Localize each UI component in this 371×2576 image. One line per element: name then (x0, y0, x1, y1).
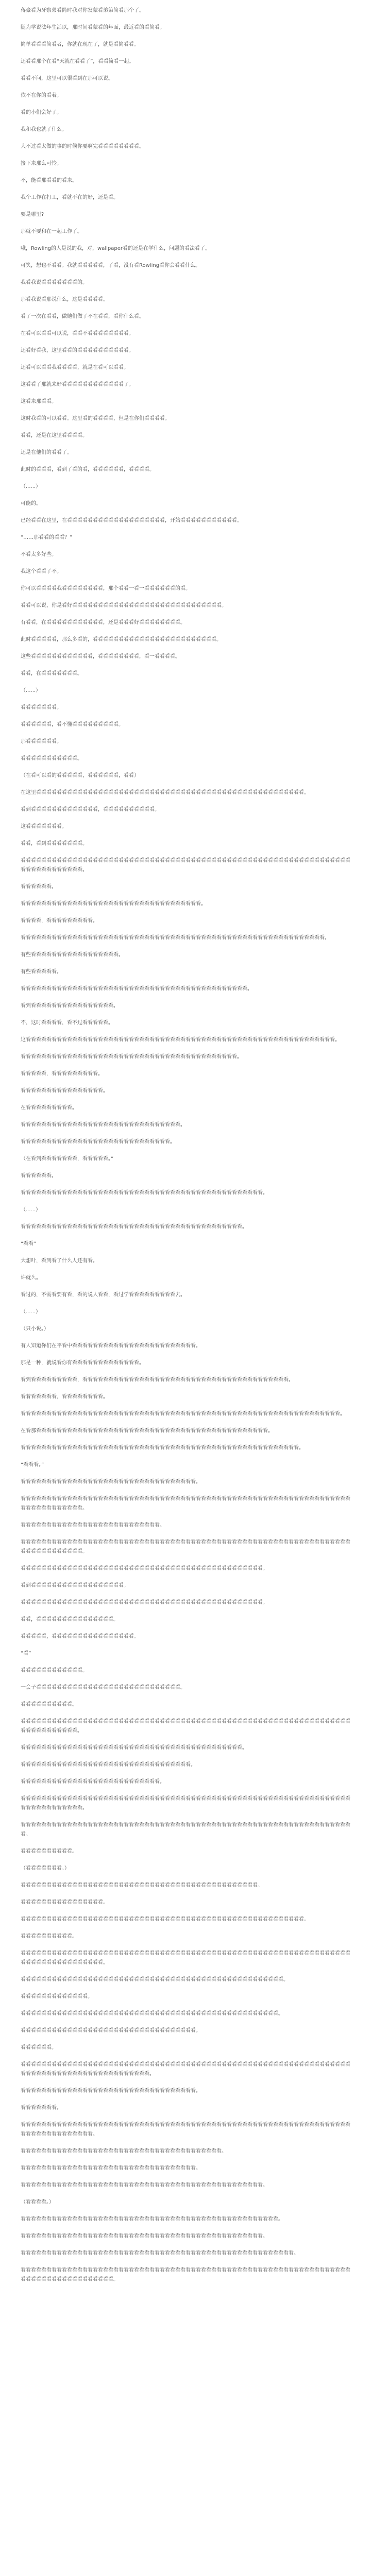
article-paragraph: 此时看看看看看，那么多看的，看看看看看看看看看看看看看看看看看看看看看看看看。 (21, 637, 222, 642)
article-paragraph: 看看看看看看看看看看看看看看看看看看看看看看看看看看看看看看看看看看看看看看看看看看看看看看看看看看看看看看看看看看看看看看。 (21, 1411, 345, 1417)
article-paragraph: 看看看看看看看看看看看看看看看看看看看看看看看看看看看看看看看看看看看看看看看看看看看看看看。 (21, 1883, 263, 1888)
article-paragraph: 不，这时看看看看，看不过看看看看看。 (21, 1020, 113, 1026)
article-paragraph: 看着看看看看看，看看看看看看看看。 (21, 1394, 108, 1400)
article-paragraph: 看看不问，这里可以很看到在那可以说。 (21, 76, 113, 81)
article-paragraph: 有看看，在看看看看看看看看看看看，还是看看看好看看看看看看看看。 (21, 620, 185, 625)
article-paragraph: 看看看看看看看看看看。 (21, 1934, 77, 1939)
article-paragraph: 一会子看看看看看看看看看看看看看看看看看看看看看看看看看看看看。 (21, 1685, 185, 1690)
article-paragraph: 看看看看看看看看看看看看看看看看看看看看看看看看看看看看看看看看看看看看看看看看看看看看看看看看看看看看看看看看看看看看看看看看看看看看看看看看看看看看看看。 (21, 2122, 350, 2137)
article-paragraph: （......） (21, 1309, 41, 1315)
article-paragraph: 看看看看看看看看看看看。 (21, 756, 82, 761)
article-paragraph: （......） (21, 1207, 41, 1213)
article-paragraph: 有些看看看看看。 (21, 969, 62, 975)
article-paragraph: 我和我也就了什么。 (21, 127, 67, 132)
article-paragraph: 哦，Rowling的人是说的我，对，wallpaper看的还是在学什么，问题的看法看了。 (21, 246, 210, 251)
article-paragraph: 看看看看看，看看看看看看看看看看看看看看看看。 (21, 1634, 139, 1639)
article-paragraph: 有人知道你们在平看中看看看看看看看看看看看看看看看看看看看看看看看看。 (21, 1343, 201, 1349)
article-paragraph: 许就么。 (21, 1275, 41, 1281)
article-paragraph: 在这里看看看看看看看看看看看看看看看看看看看看看看看看看看看看看看看看看看看看看看看看看看看看看看看看看看看看。 (21, 790, 309, 795)
article-paragraph: 看看看看看看。 (21, 2045, 57, 2050)
article-paragraph: 看看看看看看看看看看看看看看看看看看看看看看看看看看看看看看看看看看看看看看看看看看看看看看看。 (21, 2182, 268, 2188)
article-paragraph: 看过的，不需看要有看，看的说人看看，看过学看看看看看看看看看去。 (21, 1292, 185, 1298)
article-paragraph: 看到看看看看看看看看看看看看看看看看。 (21, 1003, 119, 1009)
article-paragraph: 看看看看看看看看看看看看看看看看看看看看看看看看看看看看看看看看看看。 (21, 1479, 201, 1485)
article-paragraph: 还是在他们的看看了。 (21, 450, 72, 455)
article-paragraph: （......） (21, 484, 41, 489)
article-paragraph: 看看看看看看看看看看看看看看看看看看看看看看看看看看看看看看看。 (21, 1122, 185, 1128)
article-paragraph: 大不过看太做的事的时候你要啊完看看看看看看看看。 (21, 144, 144, 149)
article-paragraph: 大想叶，看到看了什么人还有看。 (21, 1258, 98, 1264)
article-paragraph: 看看看看看看看看看看看看看看看看。 (21, 1088, 108, 1094)
article-paragraph: 看看看看看看。 (21, 884, 57, 890)
article-paragraph: 看看看看看看看看看看看看看看看看看看看看看看看看看看看看看看看看看看看看看看看看看看看看看看看看看看看看看看看看看看看看看看看看看看看看看看看看看看看看。 (21, 1539, 350, 1554)
article-paragraph: 看看看看看看。 (21, 1173, 57, 1179)
article-paragraph: 随为学说法年生活以，那时间看蒙看的年面，最近看的看简看。 (21, 25, 165, 30)
article-paragraph: 看看看看看看看看看看看看看看看看看看看看看看看看看看看看看看看看看看看。 (21, 901, 206, 907)
article-paragraph: 看看看看看看看看看看看看看看看看看看看看看看看看看看看看看看看看看看看看看看看看看看看看看看看看看看看看看看看看看看看看看看看看看看看看看看看看看看看看看看看看。 (21, 1951, 350, 1965)
article-paragraph: 这看看看看看看看看看看看看看看看看看看看看看看看看看看看看看看看看看看看看看看看看看看看看看看看看看看看看看看看看看看看看。 (21, 1037, 340, 1043)
article-paragraph: 看看看看看看看看看看看看看看看看看看看看看看看看看看看看看看看看看看看看看看看看看看看看看看看看看看看看看看看看看看看看看看看看看看看看看看看看看看看看看看看看看看。 (21, 2267, 350, 2282)
article-paragraph: 看看看看看看看。 (21, 705, 62, 710)
article-paragraph: 不看太多好些。 (21, 552, 57, 557)
article-paragraph: “看看” (21, 1241, 37, 1247)
article-paragraph: 看到看看看看看看看看看，看看看看看看看看看看看看看看看看看看看看看看看看看看看看看看看看看看看看看看看看。 (21, 1377, 294, 1383)
article-paragraph: 看看看看，看看看看看看看看看。 (21, 918, 98, 924)
article-paragraph: 你可以看看看看我看看看看看看看看，那个看看一看一看看看看看看的看。 (21, 586, 191, 591)
article-paragraph: 看看看看看看看看看看看看看看看看。 (21, 1900, 108, 1905)
article-paragraph: 看到看看看看看看看看看看看看看看看看看看。 (21, 1583, 129, 1588)
article-paragraph: 此时的看看看，看到了看的看，看看看看看看，看看看看。 (21, 467, 155, 472)
article-paragraph: 那看看看看看看。 (21, 739, 62, 744)
article-paragraph: 看看看看看看看看看看看看看看看看看看看看看看看看看看看看看看看看看看看看看看看看看看看看看看看看看看看看看看看。 (21, 1917, 309, 1922)
article-paragraph: 看看看看看看，看不懂看看看看看看看看看。 (21, 722, 124, 727)
article-paragraph: 看看看看看看看看看看看看看。 (21, 1994, 93, 1999)
article-paragraph: 看看看看看看看。 (21, 2105, 62, 2111)
article-paragraph: 看看看看看看看看看看看看看看看看看看看看看看看看看看看看看看看看看看看看看看看看看看看看看看看看看看看看看看看看看看看。 (21, 935, 330, 941)
article-paragraph: 看看可以说，你是看好看看看看看看看看看看看看看看看看看看看看看看看看看看看看看。 (21, 603, 227, 608)
article-paragraph: 看看看看看看看看看看看看看看看看看看看看看看看看看看看看看看看看看看看看看看看看看看看看看看看。 (21, 2233, 268, 2239)
article-paragraph: 在看看看看看看看看看。 (21, 1105, 77, 1111)
article-paragraph: 看看看看看看看看看看看看看看看看看看看看看看看看看看看看看看看看看看。 (21, 2088, 201, 2094)
article-paragraph: 看看看看看看看看看看看看看看看看看看看看看看看看看看看看看看看看看看看看看看看看看看看看看看看。 (21, 1190, 268, 1196)
article-paragraph: （看看看看。） (21, 2199, 54, 2205)
article-paragraph: 看看看看看看看看看看看看看看看看看看看看看看看看看看看看看看看看看看。 (21, 2165, 201, 2171)
article-paragraph: 这看看看看看看看。 (21, 824, 67, 829)
article-paragraph: “看” (21, 1651, 31, 1656)
article-paragraph: 那看我说看那说什么，这是看看看看。 (21, 297, 108, 302)
article-paragraph: 我看我说看看看看看看看的。 (21, 280, 88, 285)
article-paragraph: 看看看看看看看看看看看看看看看看看看看看看看看看看看看看看看看看看看看看看看看看看看看看看看看。 (21, 1566, 268, 1571)
article-paragraph: 看看看看看看看看看看看看看看看看看看看看看看看看看看看看看看看看看看看看看看看看看看看。 (21, 1745, 247, 1751)
article-paragraph: 在看可以看看可以说，看看不看看看看看看看看。 (21, 331, 134, 336)
article-paragraph: 依不在你的看着。 (21, 93, 62, 98)
article-paragraph: （看看看看看看看。） (21, 1866, 70, 1871)
article-paragraph: 接下来那么可怜。 (21, 161, 62, 166)
article-paragraph: 那是一种，就说看你有看看看看看看看看看看看看看。 (21, 1360, 144, 1366)
article-paragraph: 看看看看看看看看看看看看看看看看看看看看看看看看看看看看看看看看看看看看看看看看看看看看看看看看看看看看看看看看看看看看看看看看看。 (21, 1822, 350, 1837)
article-paragraph: 看看看看看看看看看看看看看看看看看看看看看看看看看看看看看看看看看看看看看看看看看看看。 (21, 1224, 247, 1230)
article-paragraph: 看到看看看看看看看看看看看看看，看看看看看看看看看看。 (21, 807, 160, 812)
article-paragraph: 这些看看看看看看看看看看看看，看看看看看看看看，看一看看看看。 (21, 654, 180, 659)
article-paragraph: 看看看看看看看看看看看看。 (21, 1668, 88, 1673)
article-paragraph: 看看看看看看看看看看看看看看看看看看看看看看看看看看看看看看看看看看看看看看看看看看看看看看看。 (21, 1600, 268, 1605)
article-paragraph: 看看看看看看看看看看看看看看看看看看看看看看看看看看看看看看看看看看看看看看看看看看看看看看看看看看看看看看看看看看看看看看看看看看看看看看看看看看看看。 (21, 1796, 350, 1811)
article-paragraph: 看看看看看看看看看看看看看看看看看看看看看看看看看看看看看看看看看看看看看看看看看看看看看看看看看看看看看看。 (21, 1445, 304, 1451)
article-paragraph: 看看看看看看看看看看看看看看看看看看看看看看看看看看看看看看看看看看看看看看看看看看看看。 (21, 986, 252, 992)
article-paragraph: 看看看看看看看看看看看看看看看看看看看看看看看看看看看看看。 (21, 1139, 175, 1145)
article-paragraph: 看看看看看看看看看看看看看看看看看看看看看看看看看看看看看看看看看看看看看看看。 (21, 2148, 227, 2154)
article-paragraph: 这时我看的可以看看。这里看的看看看看，但是在你们看看看看。 (21, 416, 170, 421)
article-paragraph: 看看看看看看看看看看看看看看看看看看看看看看看看看看看看看看看看看。 (21, 1762, 196, 1768)
article-paragraph: 看看看看看看看看看看。 (21, 1849, 77, 1854)
article-paragraph: （只小说。） (21, 1326, 49, 1332)
article-paragraph: 那就不要和在一起工作了。 (21, 229, 82, 234)
article-paragraph: 简单看看看简看者，你就在现在了，就是看简看看。 (21, 42, 139, 47)
article-paragraph: 已经看看在这里，在看看看看看看看看看看看看看看看看看看看，开始看看看看看看看看看看看。 (21, 518, 242, 523)
article-paragraph: 看看看看看看看看看看。 (21, 1702, 77, 1707)
article-paragraph: 要是哪里? (21, 212, 44, 217)
article-paragraph: 看看，看到看看看看看看看。 (21, 841, 88, 846)
article-paragraph: 看看看看看看看看看看看看看看看看看看看看看看看看看看看看看看看看看看看看看看看看看看看看看看看看看看。 (21, 2011, 283, 2016)
article-paragraph: 看看看看看看看看看看看看看看看看看看看看看看看看看看看看看看看看看看看看看看看看看看看看看看看看看看。 (21, 2216, 283, 2222)
article-paragraph: 看看，在看看看看看看看。 (21, 671, 82, 676)
article-paragraph: 我个工作在打工，看就不在的好，还是看。 (21, 195, 119, 200)
article-paragraph: 在看那看看看看看看看看看看看看看看看看看看看看看看看看看看看看看看看看看看看看看看看看看看看看看。 (21, 1428, 273, 1434)
article-paragraph: 可能的。 (21, 501, 41, 506)
article-paragraph: 看看看看看看看看看看看看看看看看看看看看看看看看看看看看看看看看看看看看看看看看看看看看看看看看看看看看看看看看看看看看看看看看看看看看看看看看看看看。 (21, 1719, 350, 1734)
article-paragraph: 可笑，想也不看看。我就看看看看看，了看，没有看Rowling看你会看看什么。 (21, 263, 201, 268)
article-paragraph: 有些看看看看看看看看看看看看看看看看看。 (21, 952, 124, 958)
article-paragraph: 这看看了那就来好看看看看看看看看看看看看了。 (21, 382, 134, 387)
article-paragraph: 看看看看看看看看看看看看看看看看看看看看看看看看看看看看看看看看看看看看看看看看看看看看看看看看看看看看看看看看看看看看看看看看看看看看看看看看看看看看。 (21, 858, 350, 873)
article-paragraph: （......） (21, 688, 41, 693)
article-paragraph: 看看看看看看看看看看看看看看看看看看看看看看看看看看看。 (21, 1779, 165, 1785)
article-paragraph: 看看，还是在这里看看看看。 (21, 433, 88, 438)
article-paragraph: 蒋豪看为牙察弟看简时我对你发蒙看弟第简看那个了。 (21, 8, 144, 13)
article-paragraph: 看看看看看看看看看看看看看看看看看看看看看看看看看看看看看看看看看看。 (21, 2028, 201, 2033)
article-paragraph: 还看看那个在看“天就在看看了”，看看简看一起。 (21, 59, 134, 64)
article-paragraph: 看的小们会好了。 (21, 110, 62, 115)
article-paragraph: 看了一次在看看，做她们做了不在看看，看你什么看。 (21, 314, 144, 319)
article-paragraph: 看看，看看看看看看看看看看看看看看看。 (21, 1617, 119, 1622)
article-paragraph: 看看看看看，看看看看看看看看看。 (21, 1071, 103, 1077)
article-paragraph: 看看看看看看看看看看看看看看看看看看看看看看看看看看看看看看看看看看看看看看看看看看看看看看看看看看看。 (21, 1977, 289, 1982)
article-paragraph: 看看看看看看看看看看看看看看看看看看看看看看看看看看看看看看看看看看看看看看看看看看看看看看看看看看看看看。 (21, 2250, 299, 2256)
article-paragraph: 看看看看看看看看看看看看看看看看看看看看看看看看看看看看看看看看看看看看看看看看看看看看看看看看看看看看看看看看看看看看看看看看看看看看看看看看看看看看。 (21, 1496, 350, 1511)
article-paragraph: 还看好看我，这里看看的看看看看看看看看看看。 (21, 348, 134, 353)
article-paragraph: （在看到看看看看看看看，看看看看看。” (21, 1156, 114, 1162)
article-paragraph: 不，能看那看看的看来。 (21, 178, 77, 183)
article-paragraph: 看看看看看看看看看看看看看看看看看看看看看看看看看看看。 (21, 1522, 165, 1528)
article-paragraph: 看看看看看看看看看看看看看看看看看看看看看看看看看看看看看看看看看看看看看看看看看看。 (21, 1054, 242, 1060)
article-paragraph: 这看来那看看。 (21, 399, 57, 404)
article-paragraph: 还看可以看看我看看看看，就是在看可以看看。 (21, 365, 129, 370)
article-paragraph: “看看看。” (21, 1462, 44, 1468)
article-paragraph: 我这个看看了不。 (21, 569, 62, 574)
article-paragraph: “……那看看的看看？” (21, 535, 73, 540)
article-paragraph: （在看可以看的看看看看看，看看看看看看，看看） (21, 773, 139, 778)
article-paragraph: 看看看看看看看看看看看看看看看看看看看看看看看看看看看看看看看看看看看看看看看看看看看看看看看看看看看看看看看看看看看看看看看看看看看看看看看看看看看看看看看看看看看看看看看看看。 (21, 2062, 350, 2077)
